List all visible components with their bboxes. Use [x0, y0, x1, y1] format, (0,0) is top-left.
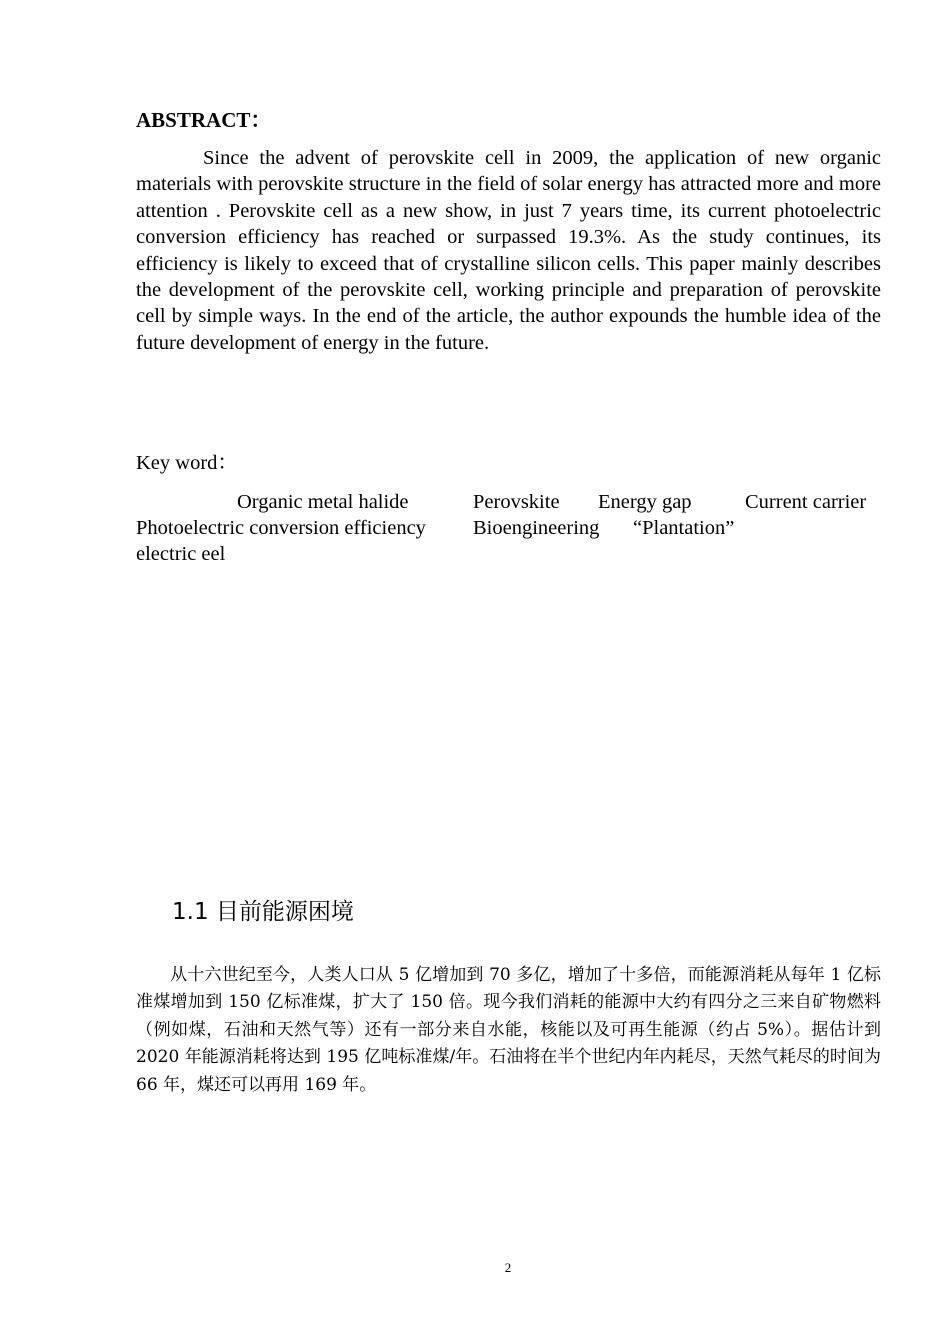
- keyword-item: Organic metal halide: [237, 491, 409, 513]
- keyword-item: Current carrier: [745, 491, 867, 513]
- abstract-body-text: Since the advent of perovskite cell in 2009, the application of new organic materials with perovskite structure in the field of solar energy has attracted more and more attention . Perovskite cell as a new show, in just 7 years time, its current photoelectric conversion efficiency has reached or surpassed 19.3%. As the study continues, its efficiency is likely to exceed that of crystalline silicon cells. This paper mainly describes the development of the perovskite cell, working principle and preparation of perovskite cell by simple ways. In the end of the article, the author expounds the humble idea of the future development of energy in the future.: [136, 147, 881, 354]
- page-number: 2: [504, 1260, 512, 1275]
- abstract-paragraph: [136, 145, 881, 356]
- section-heading: 1.1 目前能源困境: [172, 899, 354, 925]
- keyword-item: Photoelectric conversion efficiency: [136, 517, 426, 539]
- keyword-item: Energy gap: [598, 491, 692, 513]
- keyword-item: Perovskite: [473, 491, 560, 513]
- section-body-text: 从十六世纪至今，人类人口从 5 亿增加到 70 多亿，增加了十多倍，而能源消耗从每年 1 亿标准煤增加到 150 亿标准煤，扩大了 150 倍。现今我们消耗的能源中大约有四分之三来自矿物燃料（例如煤，石油和天然气等）还有一部分来自水能，核能以及可再生能源（约占 5%）。据估计到 2020 年能源消耗将达到 195 亿吨标准煤/年。石油将在半个世纪内年内耗尽，天然气耗尽的时间为 66 年，煤还可以再用 169 年。: [136, 965, 881, 1095]
- section-paragraph: [136, 962, 881, 1099]
- abstract-heading: ABSTRACT：: [136, 108, 272, 132]
- keywords-label: Key word：: [136, 452, 238, 474]
- keyword-item: “Plantation”: [633, 517, 735, 539]
- keyword-item: electric eel: [136, 543, 226, 565]
- keywords-line-3: [136, 541, 225, 567]
- keyword-item: Bioengineering: [473, 517, 600, 539]
